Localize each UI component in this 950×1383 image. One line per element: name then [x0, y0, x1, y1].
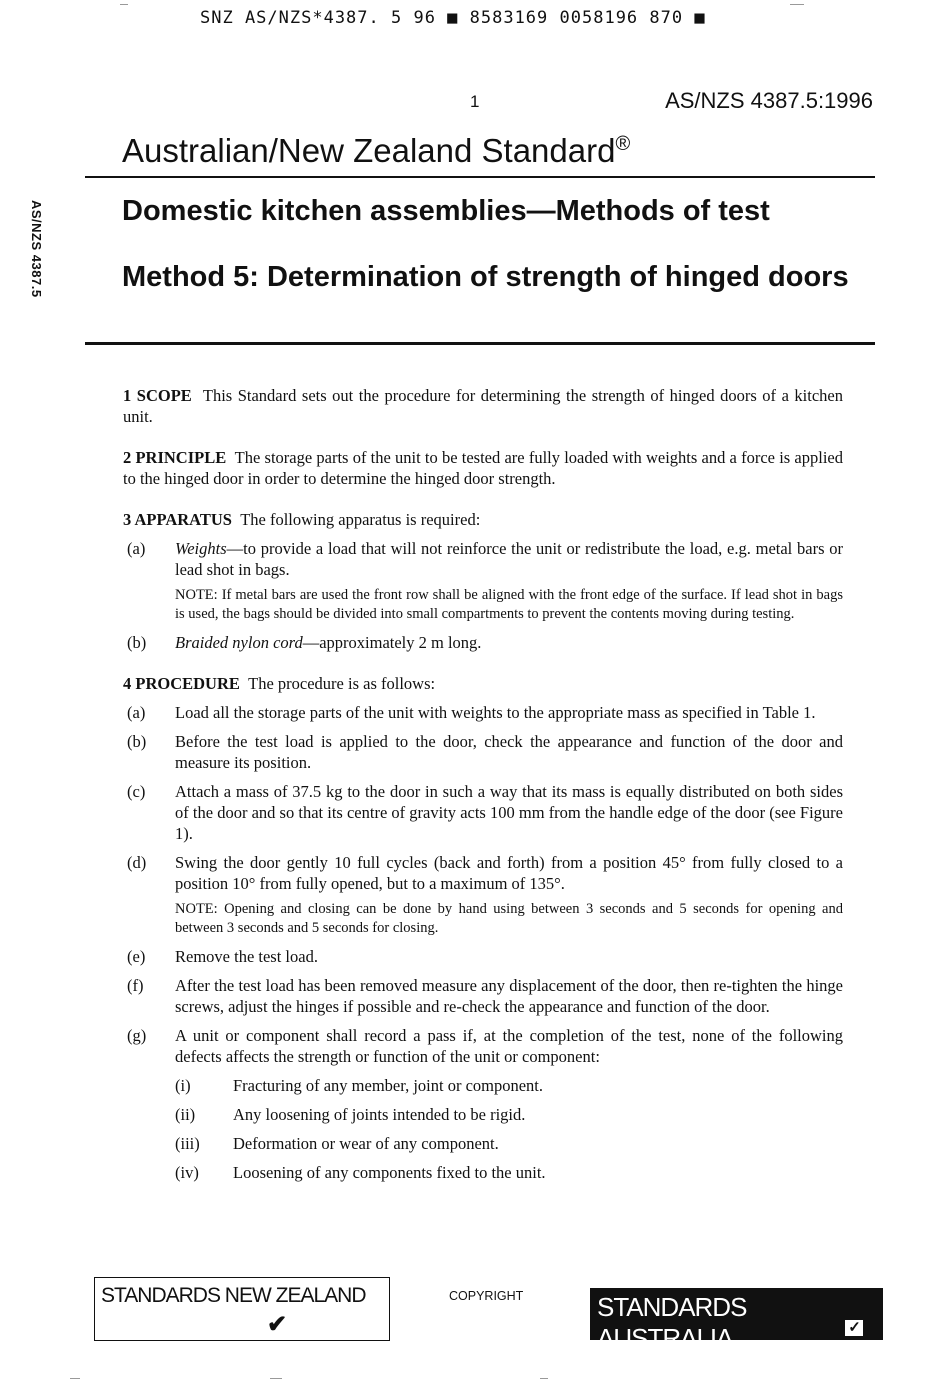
defect-item [175, 1075, 843, 1096]
procedure-step [123, 1025, 843, 1183]
step-label: (c) [127, 782, 146, 801]
series-title [122, 132, 630, 170]
scan-speck [120, 4, 128, 5]
item-note: NOTE: If metal bars are used the front row shall be aligned with the front edge of the surface. If lead shot in bags is used, the bags should be divided into small compartments to prevent the contents moving during testing. [175, 587, 843, 622]
defect-item [175, 1133, 843, 1154]
principle-text: The storage parts of the unit to be tested are fully loaded with weights and a force is applied to the hinged door in order to determine the hinged door strength. [123, 448, 843, 488]
item-label: (a) [127, 539, 146, 558]
defect-label: (i) [175, 1076, 191, 1095]
tick-icon: ✔ [267, 1311, 287, 1338]
procedure-step [123, 852, 843, 938]
item-term: Braided nylon cord [175, 633, 303, 652]
apparatus-section [123, 509, 843, 530]
step-text: Before the test load is applied to the door, check the appearance and function of the door and measure its position. [175, 732, 843, 772]
scan-speck [270, 1378, 282, 1379]
standards-australia-logo [590, 1288, 883, 1353]
item-text [175, 632, 843, 653]
scope-text: This Standard sets out the procedure for determining the strength of hinged doors of a kitchen unit. [123, 386, 843, 426]
defect-item [175, 1162, 843, 1183]
document-title: Domestic kitchen assemblies—Methods of test [122, 195, 770, 227]
title-rule [85, 342, 875, 345]
standard-number: AS/NZS 4387.5:1996 [665, 88, 873, 113]
item-description: —to provide a load that will not reinforce the unit or redistribute the load, e.g. metal bars or lead shot in bags. [175, 539, 843, 579]
step-label: (d) [127, 853, 147, 872]
defect-item [175, 1104, 843, 1125]
principle-section [123, 447, 843, 489]
defect-text: Deformation or wear of any component. [233, 1134, 499, 1153]
apparatus-item [123, 632, 843, 653]
copyright-notice: COPYRIGHT [449, 1289, 524, 1303]
scan-speck [540, 1378, 548, 1379]
series-title-text: Australian/New Zealand Standard [122, 132, 616, 169]
step-label: (f) [127, 976, 144, 995]
apparatus-intro: The following apparatus is required: [240, 510, 481, 529]
item-text [175, 538, 843, 580]
step-text: Swing the door gently 10 full cycles (back and forth) from a position 45° from fully closed to a position 10° from fully opened, but to a maximum of 135°. [175, 853, 843, 893]
defect-label: (iii) [175, 1134, 200, 1153]
defect-label: (iv) [175, 1163, 199, 1182]
scope-heading: 1 SCOPE [123, 386, 192, 405]
step-text: After the test load has been removed measure any displacement of the door, then re-tighten the hinge screws, adjust the hinges if possible and re-check the appearance and function of the door. [175, 976, 843, 1016]
snz-logo-text: STANDARDS NEW ZEALAND [101, 1284, 366, 1307]
principle-heading: 2 PRINCIPLE [123, 448, 227, 467]
defect-label: (ii) [175, 1105, 196, 1124]
apparatus-item [123, 538, 843, 624]
sa-logo-text: STANDARDS AUSTRALIA [597, 1292, 747, 1353]
scope-section [123, 385, 843, 427]
page-number: 1 [470, 92, 480, 111]
step-text: Attach a mass of 37.5 kg to the door in such a way that its mass is equally distributed on both sides of the door and so that its centre of gravity acts 100 mm from the handle edge of the door (see Figure 1). [175, 782, 843, 843]
scan-speck [70, 1378, 80, 1379]
top-rule [85, 176, 875, 178]
step-label: (e) [127, 947, 146, 966]
procedure-step [123, 731, 843, 773]
defect-text: Loosening of any components fixed to the unit. [233, 1163, 546, 1182]
method-title: Method 5: Determination of strength of hinged doors [122, 261, 849, 293]
procedure-intro: The procedure is as follows: [248, 674, 436, 693]
procedure-heading: 4 PROCEDURE [123, 674, 240, 693]
tick-icon: ✓ [845, 1320, 863, 1336]
item-description: —approximately 2 m long. [302, 633, 482, 652]
defect-list [175, 1075, 843, 1183]
scan-header-line: SNZ AS/NZS*4387. 5 96 ■ 8583169 0058196 870 ■ [200, 8, 706, 28]
step-text: Load all the storage parts of the unit with weights to the appropriate mass as specified in Table 1. [175, 703, 816, 722]
side-label: AS/NZS 4387.5 [29, 200, 44, 298]
defect-text: Any loosening of joints intended to be rigid. [233, 1105, 526, 1124]
step-label: (b) [127, 732, 147, 751]
item-term: Weights [175, 539, 227, 558]
step-label: (a) [127, 703, 146, 722]
procedure-section [123, 673, 843, 694]
item-label: (b) [127, 633, 147, 652]
step-note: NOTE: Opening and closing can be done by hand using between 3 seconds and 5 seconds for opening and between 3 seconds and 5 seconds for closing. [175, 901, 843, 936]
registered-mark: ® [615, 133, 631, 155]
procedure-step [123, 781, 843, 844]
scan-speck [790, 4, 804, 5]
defect-text: Fracturing of any member, joint or component. [233, 1076, 544, 1095]
procedure-step [123, 702, 843, 723]
step-label: (g) [127, 1026, 147, 1045]
document-body [123, 385, 843, 1191]
step-text: A unit or component shall record a pass if, at the completion of the test, none of the following defects affects the strength or function of the unit or component: [175, 1026, 843, 1066]
step-text: Remove the test load. [175, 947, 318, 966]
procedure-step [123, 946, 843, 967]
procedure-step [123, 975, 843, 1017]
standards-new-zealand-logo [94, 1277, 390, 1341]
apparatus-heading: 3 APPARATUS [123, 510, 232, 529]
